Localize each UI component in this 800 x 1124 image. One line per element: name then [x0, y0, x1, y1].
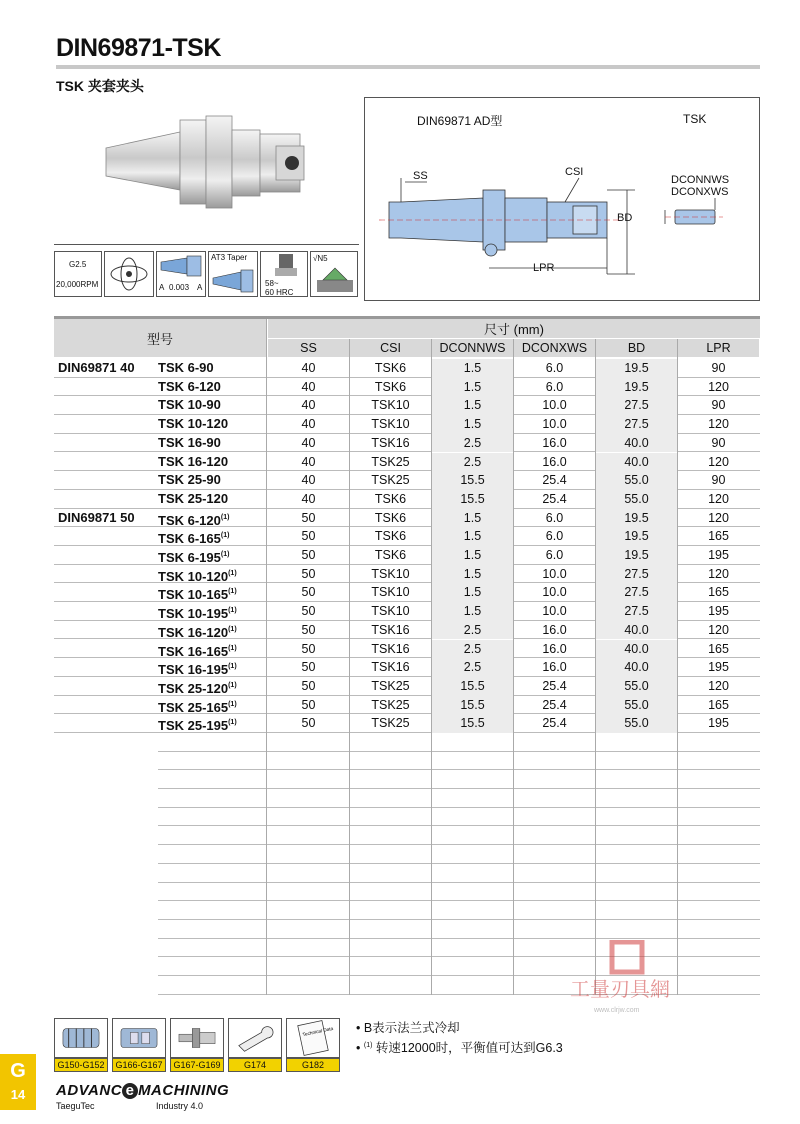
footnote-marker: (1): [228, 644, 237, 652]
cell-csi: TSK6: [374, 491, 407, 506]
cell-lpr: 195: [708, 548, 729, 562]
page-subtitle: TSK 夹套夹头: [56, 78, 144, 94]
balance-grade-box: G2.5 20,000RPM: [54, 251, 102, 297]
cell-bd: 40.0: [596, 640, 677, 659]
cell-dconnws: 2.5: [432, 658, 513, 677]
cell-csi: TSK10: [371, 417, 410, 432]
cell-lpr: 120: [708, 510, 729, 525]
cell-ss: 50: [301, 585, 316, 600]
cell-dconxws: 10.0: [542, 585, 567, 600]
watermark: [570, 940, 690, 1020]
cell-ss: 50: [301, 622, 316, 637]
cell-dconnws: 1.5: [432, 509, 513, 528]
footnotes: [356, 1020, 563, 1057]
cell-csi: TSK25: [371, 716, 410, 731]
cell-lpr: 120: [708, 622, 729, 637]
cell-ss: 50: [301, 660, 316, 675]
empty-row: [158, 864, 760, 883]
pull-stud-icon: [170, 1018, 224, 1058]
cell-dconnws: 15.5: [432, 471, 513, 490]
cell-dconnws: 1.5: [432, 602, 513, 621]
cell-lpr: 90: [711, 361, 726, 375]
footnote-marker: (1): [220, 513, 230, 521]
cell-csi: TSK16: [371, 622, 410, 637]
cell-lpr: 165: [708, 529, 729, 544]
hardness-icon: 58~ 60 HRC: [260, 251, 308, 297]
holder-drawing: [365, 98, 761, 302]
header-model: 型号: [54, 319, 266, 357]
cell-ss: 40: [301, 435, 316, 450]
footnote-marker: (1): [228, 607, 237, 615]
empty-row: [158, 883, 760, 902]
cell-dconxws: 16.0: [542, 622, 567, 637]
model-cell: TSK 25-90: [158, 472, 221, 488]
model-cell: TSK 16-195$^{(1)}$: [158, 662, 237, 678]
column-divider: [513, 339, 514, 995]
cell-bd: 40.0: [596, 453, 677, 472]
cell-dconxws: 16.0: [542, 660, 567, 675]
cell-dconnws: 1.5: [432, 415, 513, 434]
cell-lpr: 120: [708, 379, 729, 394]
model-cell: TSK 10-120$^{(1)}$: [158, 568, 237, 584]
dimension-diagram: [364, 97, 760, 301]
ref-wrench[interactable]: G174: [228, 1018, 282, 1072]
table-row: [54, 602, 760, 621]
header-col-lpr: LPR: [678, 339, 759, 357]
model-cell: TSK 16-120$^{(1)}$: [158, 624, 237, 640]
header-col-bd: BD: [596, 339, 677, 357]
cell-csi: TSK6: [374, 529, 407, 544]
cell-dconxws: 10.0: [542, 566, 567, 581]
tool-holder-photo: [100, 110, 340, 220]
footnote-marker: (1): [228, 700, 237, 708]
cell-bd: 55.0: [596, 471, 677, 490]
cell-ss: 50: [301, 548, 316, 562]
model-cell: TSK 10-165$^{(1)}$: [158, 587, 237, 603]
cell-ss: 40: [301, 491, 316, 506]
cell-bd: 19.5: [596, 527, 677, 546]
cell-lpr: 165: [708, 641, 729, 656]
title-rule: [56, 65, 760, 69]
cell-csi: TSK16: [371, 641, 410, 656]
runout-icon: A 0.003 A: [156, 251, 206, 297]
cell-lpr: 195: [708, 660, 729, 675]
reference-links: [54, 1018, 344, 1074]
diagram-tsk-label: TSK: [683, 112, 707, 126]
page-number: 14: [10, 1087, 26, 1102]
cell-lpr: 165: [708, 585, 729, 600]
cell-dconnws: 2.5: [432, 640, 513, 659]
ref-collets[interactable]: G150-G152: [54, 1018, 108, 1072]
table-row: [54, 415, 760, 434]
table-row: [54, 621, 760, 640]
cell-csi: TSK25: [371, 473, 410, 488]
cell-dconxws: 10.0: [542, 417, 567, 432]
cell-csi: TSK25: [371, 678, 410, 693]
model-cell: TSK 25-165$^{(1)}$: [158, 699, 237, 715]
table-row: [54, 490, 760, 509]
collet-icon: [54, 1018, 108, 1058]
cell-ss: 40: [301, 398, 316, 413]
cell-dconnws: 2.5: [432, 453, 513, 472]
ref-collet-nuts[interactable]: G166-G167: [112, 1018, 166, 1072]
cell-dconnws: 2.5: [432, 621, 513, 640]
cell-lpr: 165: [708, 697, 729, 712]
cell-ss: 50: [301, 716, 316, 731]
ref-pull-studs[interactable]: G167-G169: [170, 1018, 224, 1072]
cell-lpr: 90: [711, 473, 726, 488]
cell-lpr: 120: [708, 678, 729, 693]
header-col-csi: CSI: [350, 339, 431, 357]
cell-dconnws: 1.5: [432, 396, 513, 415]
dim-dconxws-label: DCONXWS: [671, 186, 729, 198]
table-row: [54, 658, 760, 677]
header-dimensions: 尺寸 (mm): [268, 319, 760, 338]
cell-dconnws: 15.5: [432, 714, 513, 733]
cell-csi: TSK6: [374, 361, 407, 375]
section-tab: G 14: [0, 1054, 36, 1110]
cell-ss: 50: [301, 697, 316, 712]
table-row: [54, 546, 760, 565]
cell-dconxws: 25.4: [542, 716, 567, 731]
cell-csi: TSK6: [374, 548, 407, 562]
table-row: [54, 359, 760, 378]
empty-row: [158, 733, 760, 752]
cell-ss: 50: [301, 678, 316, 693]
cell-bd: 27.5: [596, 565, 677, 584]
empty-row: [158, 770, 760, 789]
cell-dconxws: 16.0: [542, 435, 567, 450]
cell-lpr: 90: [711, 398, 726, 413]
table-row: [54, 714, 760, 733]
model-cell: TSK 6-195$^{(1)}$: [158, 550, 230, 565]
diagram-type-label: DIN69871 AD型: [417, 114, 503, 128]
cell-bd: 27.5: [596, 602, 677, 621]
cell-csi: TSK6: [374, 379, 407, 394]
cell-dconxws: 10.0: [542, 604, 567, 619]
cell-lpr: 120: [708, 491, 729, 506]
dim-csi-label: CSI: [565, 166, 584, 178]
cell-dconnws: 15.5: [432, 677, 513, 696]
cell-dconxws: 25.4: [542, 491, 567, 506]
empty-row: [158, 827, 760, 846]
cell-ss: 40: [301, 454, 316, 469]
cell-bd: 55.0: [596, 714, 677, 733]
cell-bd: 27.5: [596, 396, 677, 415]
cell-ss: 50: [301, 510, 316, 525]
cell-bd: 19.5: [596, 509, 677, 528]
header-col-ss: SS: [268, 339, 349, 357]
table-row: [54, 565, 760, 584]
svg-text:Technical Data: Technical Data: [302, 1026, 334, 1039]
brand-logo: ADVANC e MACHINING TaeguTec Industry 4.0: [56, 1082, 230, 1111]
cell-dconnws: 15.5: [432, 490, 513, 509]
note-balance: • $^{(1)}$ 转速12000时，平衡值可达到G6.3: [356, 1041, 563, 1055]
model-cell: TSK 6-90: [158, 360, 214, 375]
footnote-marker: (1): [228, 719, 237, 727]
cell-dconnws: 1.5: [432, 583, 513, 602]
cell-ss: 40: [301, 379, 316, 394]
cell-csi: TSK10: [371, 604, 410, 619]
empty-row: [158, 808, 760, 827]
cell-csi: TSK25: [371, 697, 410, 712]
model-cell: TSK 6-165$^{(1)}$: [158, 531, 230, 547]
dim-ss-label: SS: [413, 170, 428, 182]
cell-lpr: 120: [708, 454, 729, 469]
cell-ss: 50: [301, 566, 316, 581]
cell-bd: 19.5: [596, 378, 677, 397]
cell-csi: TSK16: [371, 660, 410, 675]
technical-data-book-icon: [286, 1018, 340, 1058]
group-label: DIN69871 40: [58, 360, 135, 375]
cell-dconxws: 25.4: [542, 678, 567, 693]
empty-row: [158, 920, 760, 939]
model-cell: TSK 10-120: [158, 416, 229, 432]
header-col-dconxws: DCONXWS: [514, 339, 595, 357]
cell-ss: 50: [301, 529, 316, 544]
header-col-dconnws: DCONNWS: [432, 339, 513, 357]
cell-dconnws: 1.5: [432, 565, 513, 584]
table-row: [54, 434, 760, 453]
model-cell: TSK 6-120: [158, 378, 221, 394]
cell-ss: 40: [301, 361, 316, 375]
at3-taper-icon: AT3 Taper: [208, 251, 258, 297]
empty-row: [158, 752, 760, 771]
ref-technical-data[interactable]: Technical Data G182: [286, 1018, 340, 1072]
cell-csi: TSK10: [371, 585, 410, 600]
table-row: [54, 471, 760, 490]
cell-bd: 19.5: [596, 546, 677, 565]
dim-dconnws-label: DCONNWS: [671, 174, 730, 186]
footnote-marker: (1): [228, 569, 237, 577]
table-row: [54, 396, 760, 415]
feature-icons: [54, 244, 359, 302]
empty-row: [158, 789, 760, 808]
wrench-icon: [228, 1018, 282, 1058]
cell-dconnws: 1.5: [432, 359, 513, 378]
cell-lpr: 120: [708, 417, 729, 432]
page-title: DIN69871-TSK: [56, 34, 221, 62]
cell-bd: 40.0: [596, 658, 677, 677]
cell-bd: 55.0: [596, 490, 677, 509]
cell-bd: 40.0: [596, 434, 677, 453]
dim-lpr-label: LPR: [533, 262, 555, 274]
cell-bd: 55.0: [596, 696, 677, 715]
cell-csi: TSK10: [371, 398, 410, 413]
cell-dconxws: 6.0: [545, 529, 564, 544]
cell-csi: TSK10: [371, 566, 410, 581]
cell-csi: TSK25: [371, 454, 410, 469]
empty-row: [158, 845, 760, 864]
cell-csi: TSK16: [371, 435, 410, 450]
cell-dconnws: 1.5: [432, 546, 513, 565]
cell-lpr: 90: [711, 435, 726, 450]
cell-csi: TSK6: [374, 510, 407, 525]
cell-dconxws: 6.0: [545, 361, 564, 375]
footnote-marker: (1): [228, 681, 237, 689]
table-row: [54, 677, 760, 696]
column-divider: [349, 339, 350, 995]
cell-dconnws: 15.5: [432, 696, 513, 715]
model-cell: TSK 10-90: [158, 397, 221, 413]
footnote-marker: (1): [228, 663, 237, 671]
cell-dconxws: 6.0: [545, 548, 564, 562]
cell-bd: 27.5: [596, 415, 677, 434]
column-divider: [431, 339, 432, 995]
table-row: [54, 527, 760, 546]
cell-dconxws: 6.0: [545, 510, 564, 525]
footnote-marker: (1): [220, 551, 230, 558]
table-row: [54, 453, 760, 472]
table-row: [54, 509, 760, 528]
cell-ss: 40: [301, 473, 316, 488]
cell-lpr: 195: [708, 716, 729, 731]
column-divider: [595, 339, 596, 995]
note-flange-coolant: • B表示法兰式冷却: [356, 1021, 460, 1035]
cell-dconxws: 25.4: [542, 697, 567, 712]
svg-text:www.clrjw.com: www.clrjw.com: [594, 1007, 640, 1014]
cell-ss: 50: [301, 604, 316, 619]
footnote-marker: (1): [228, 625, 237, 633]
model-cell: TSK 25-195$^{(1)}$: [158, 718, 237, 734]
footnote-marker: (1): [220, 532, 230, 540]
cell-lpr: 195: [708, 604, 729, 619]
cell-dconxws: 16.0: [542, 454, 567, 469]
footnote-marker: (1): [228, 588, 237, 596]
model-cell: TSK 16-120: [158, 453, 229, 469]
column-divider: [266, 319, 267, 995]
model-cell: TSK 10-195$^{(1)}$: [158, 606, 237, 622]
table-row: [54, 583, 760, 602]
table-row: [54, 696, 760, 715]
model-cell: TSK 16-165$^{(1)}$: [158, 643, 237, 659]
group-label: DIN69871 50: [58, 509, 135, 525]
cell-dconnws: 1.5: [432, 378, 513, 397]
empty-row: [158, 901, 760, 920]
cell-bd: 55.0: [596, 677, 677, 696]
cell-lpr: 120: [708, 566, 729, 581]
cell-dconnws: 1.5: [432, 527, 513, 546]
cell-dconxws: 6.0: [545, 379, 564, 394]
cell-dconxws: 10.0: [542, 398, 567, 413]
cell-bd: 40.0: [596, 621, 677, 640]
balance-icon: [104, 251, 154, 297]
cell-dconxws: 25.4: [542, 473, 567, 488]
collet-nut-icon: [112, 1018, 166, 1058]
model-cell: TSK 25-120: [158, 490, 229, 506]
cell-dconnws: 2.5: [432, 434, 513, 453]
svg-text:工量刃具網: 工量刃具網: [570, 977, 670, 1001]
cell-dconxws: 16.0: [542, 641, 567, 656]
cell-ss: 50: [301, 641, 316, 656]
model-cell: TSK 16-90: [158, 434, 221, 450]
cell-bd: 27.5: [596, 583, 677, 602]
cell-bd: 19.5: [596, 359, 677, 378]
cell-ss: 40: [301, 417, 316, 432]
model-cell: TSK 25-120$^{(1)}$: [158, 680, 237, 696]
table-row: [54, 640, 760, 659]
table-row: [54, 378, 760, 397]
model-cell: TSK 6-120$^{(1)}$: [158, 512, 230, 528]
dim-bd-label: BD: [617, 212, 633, 224]
surface-roughness-icon: √N5: [310, 251, 358, 297]
column-divider: [677, 339, 678, 995]
